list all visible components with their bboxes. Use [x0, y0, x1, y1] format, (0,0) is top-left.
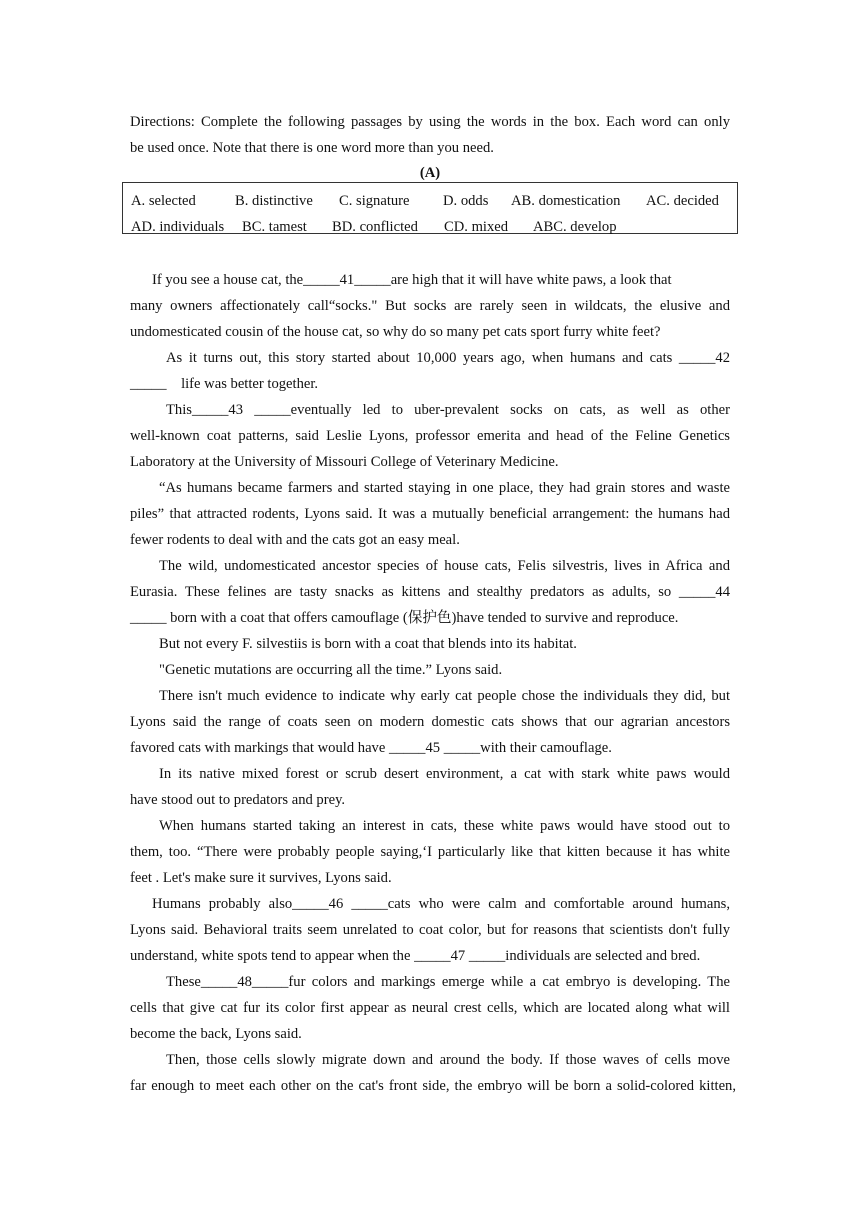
passage-line: If you see a house cat, the_____41_____are high that it will have white paws, a look that	[152, 272, 672, 288]
passage-line: undomesticated cousin of the house cat, so why do so many pet cats sport furry white feet?	[130, 324, 661, 340]
passage-line: Lyons said the range of coats seen on modern domestic cats shows that our agrarian ancestors	[130, 714, 730, 730]
passage-line: In its native mixed forest or scrub desert environment, a cat with stark white paws would	[159, 766, 730, 782]
passage-line: Then, those cells slowly migrate down and around the body. If those waves of cells move	[166, 1052, 730, 1068]
word-option: BD. conflicted	[332, 219, 418, 235]
passage-line: Lyons said. Behavioral traits seem unrelated to coat color, but for reasons that scientists don't fully	[130, 922, 730, 938]
passage-line: "Genetic mutations are occurring all the time.” Lyons said.	[159, 662, 503, 678]
passage-line: There isn't much evidence to indicate why early cat people chose the individuals they did, but	[159, 688, 730, 704]
word-option: A. selected	[131, 193, 196, 209]
word-option: C. signature	[339, 193, 410, 209]
word-option: AB. domestication	[511, 193, 621, 209]
passage-line: Humans probably also_____46 _____cats who were calm and comfortable around humans,	[152, 896, 730, 912]
word-option: AD. individuals	[131, 219, 225, 235]
word-option: CD. mixed	[444, 219, 509, 235]
word-option: BC. tamest	[242, 219, 307, 235]
passage-line: The wild, undomesticated ancestor species of house cats, Felis silvestris, lives in Africa and	[159, 558, 730, 574]
passage-line: them, too. “There were probably people saying,‘I particularly like that kitten because it has white	[130, 844, 730, 860]
passage-line: become the back, Lyons said.	[130, 1026, 302, 1042]
passage-line: “As humans became farmers and started staying in one place, they had grain stores and waste	[159, 480, 730, 496]
word-box	[122, 182, 738, 234]
section-title: (A)	[419, 165, 441, 181]
word-option: B. distinctive	[235, 193, 313, 209]
passage-line: This_____43 _____eventually led to uber-prevalent socks on cats, as well as other	[166, 402, 730, 418]
passage-line: far enough to meet each other on the cat's front side, the embryo will be born a solid-colored kitten,	[130, 1078, 736, 1094]
passage-line: feet . Let's make sure it survives, Lyons said.	[130, 870, 392, 886]
passage-line: have stood out to predators and prey.	[130, 792, 346, 808]
passage-line: many owners affectionately call“socks." But socks are rarely seen in wildcats, the elusive and	[130, 298, 730, 314]
passage-line: As it turns out, this story started about 10,000 years ago, when humans and cats _____42	[166, 350, 730, 366]
passage-line: well-known coat patterns, said Leslie Lyons, professor emerita and head of the Feline Genetics	[130, 428, 730, 444]
passage-line: fewer rodents to deal with and the cats got an easy meal.	[130, 532, 460, 548]
passage-line: These_____48_____fur colors and markings emerge while a cat embryo is developing. The	[166, 974, 730, 990]
passage-line: _____ born with a coat that offers camouflage (保护色)have tended to survive and reproduce.	[130, 610, 679, 626]
passage-line: cells that give cat fur its color first appear as neural crest cells, which are located along what will	[130, 1000, 730, 1016]
passage-line: understand, white spots tend to appear when the _____47 _____individuals are selected and bred.	[130, 948, 701, 964]
passage-line: But not every F. silvestiis is born with a coat that blends into its habitat.	[159, 636, 577, 652]
word-option: ABC. develop	[533, 219, 617, 235]
passage-line: piles” that attracted rodents, Lyons said. It was a mutually beneficial arrangement: the humans had	[130, 506, 730, 522]
passage-line: favored cats with markings that would have _____45 _____with their camouflage.	[130, 740, 612, 756]
passage-line: Laboratory at the University of Missouri College of Veterinary Medicine.	[130, 454, 559, 470]
passage-line: _____ life was better together.	[130, 376, 319, 392]
word-option: D. odds	[443, 193, 489, 209]
passage-line: When humans started taking an interest in cats, these white paws would have stood out to	[159, 818, 730, 834]
passage-line: Eurasia. These felines are tasty snacks as kittens and stealthy predators as adults, so _____44	[130, 584, 730, 600]
directions-line-1: Directions: Complete the following passages by using the words in the box. Each word can only	[130, 114, 730, 130]
word-option: AC. decided	[646, 193, 719, 209]
directions-line-2: be used once. Note that there is one word more than you need.	[130, 140, 494, 156]
